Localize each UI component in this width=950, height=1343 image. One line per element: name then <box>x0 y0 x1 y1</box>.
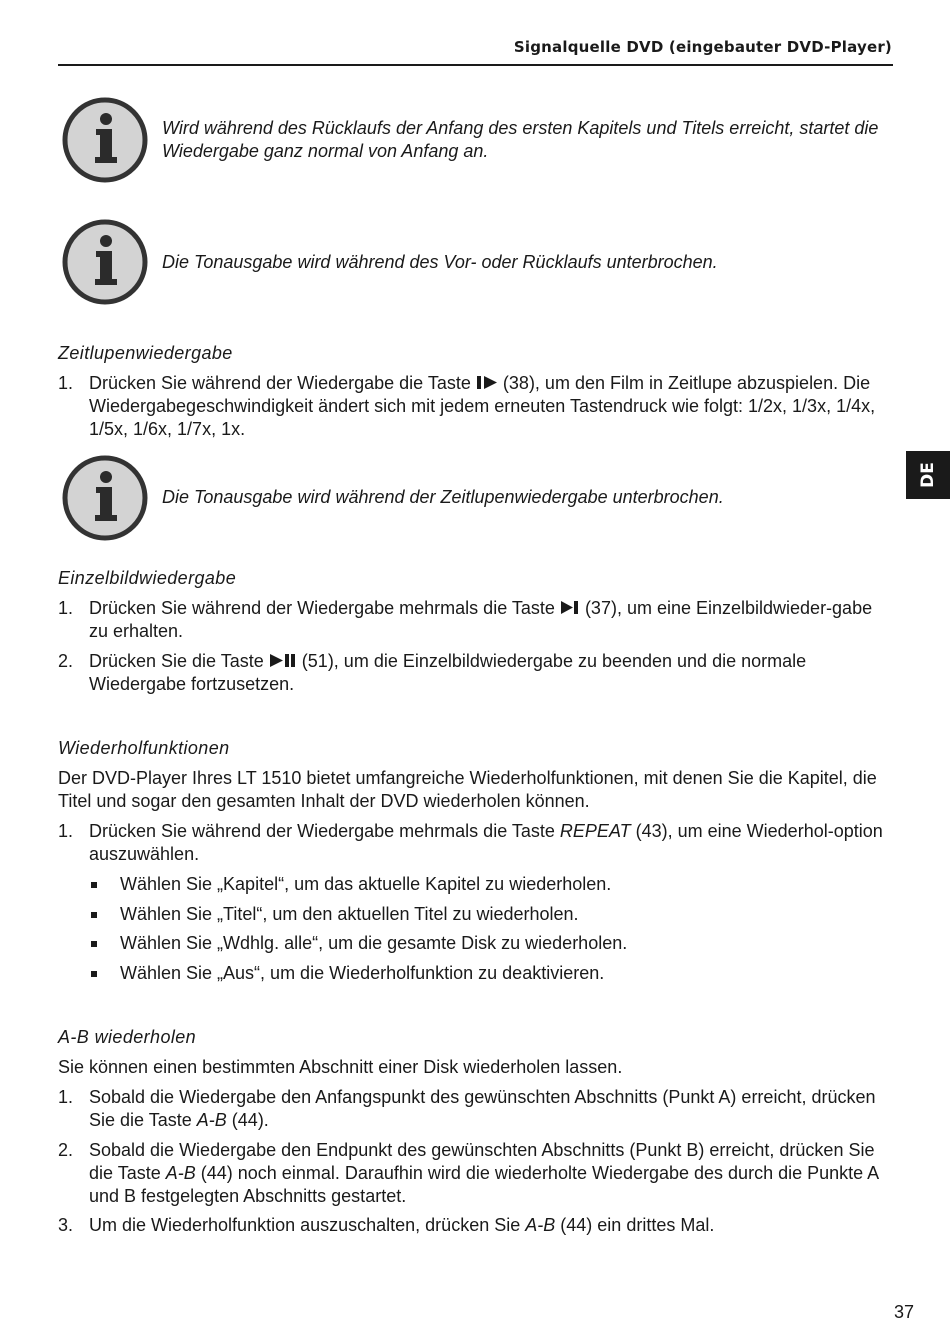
step-text: (43), um eine Wiederhol-option auszuwählen. <box>89 821 883 864</box>
step-icon <box>560 600 580 615</box>
list-item <box>58 1214 896 1237</box>
step-number: 2. <box>58 1140 74 1160</box>
bullet-marker <box>91 941 97 947</box>
slow-motion-icon <box>476 375 498 390</box>
info-icon <box>62 219 148 305</box>
list-item <box>58 820 896 866</box>
step-text: (44) noch einmal. Daraufhin wird die wiederholte Wiedergabe des durch die Punkte A und B festgelegten Abschnitts gestartet. <box>89 1163 879 1206</box>
info-icon <box>62 97 148 183</box>
step-number: 3. <box>58 1215 74 1235</box>
step-text: Drücken Sie die Taste <box>89 651 264 671</box>
section-heading-frame: Einzelbildwiedergabe <box>58 568 237 588</box>
header-title: Signalquelle DVD (eingebauter DVD-Player) <box>513 38 892 56</box>
bullet-item <box>89 932 889 955</box>
header-divider <box>58 64 893 66</box>
step-text: Drücken Sie während der Wiedergabe mehrmals die Taste <box>89 821 555 841</box>
step-text: (44) ein drittes Mal. <box>560 1215 715 1235</box>
bullet-text: Wählen Sie „Kapitel“, um das aktuelle Kapitel zu wiederholen. <box>120 874 612 894</box>
step-text: Um die Wiederholfunktion auszuschalten, drücken Sie <box>89 1215 521 1235</box>
list-item <box>58 1139 896 1208</box>
step-number: 1. <box>58 1087 74 1107</box>
key-label: A-B <box>196 1110 227 1130</box>
bullet-text: Wählen Sie „Wdhlg. alle“, um die gesamte Disk zu wiederholen. <box>120 933 628 953</box>
key-label: A-B <box>525 1215 556 1235</box>
section-heading-ab: A-B wiederholen <box>58 1027 197 1047</box>
step-text: (38), um den Film in Zeitlupe abzuspielen. Die Wiedergabegeschwindigkeit ändert sich mit jedem erneuten Tastendruck wie folgt: 1/2x, 1/3x, 1/4x, 1/5x, 1/6x, 1/7x, 1x. <box>89 373 876 439</box>
paragraph: Der DVD-Player Ihres LT 1510 bietet umfangreiche Wiederholfunktionen, mit denen Sie die Kapitel, die Titel und sogar den gesamten Inhalt der DVD wiederholen können. <box>58 768 877 811</box>
bullet-text: Wählen Sie „Aus“, um die Wiederholfunktion zu deaktivieren. <box>120 963 605 983</box>
language-tab <box>906 451 950 499</box>
play-pause-icon <box>269 653 297 668</box>
step-text: (37), um eine Einzelbildwieder-gabe zu erhalten. <box>89 598 873 641</box>
step-text: Sobald die Wiedergabe den Anfangspunkt des gewünschten Abschnitts (Punkt A) erreicht, drücken Sie die Taste <box>89 1087 876 1130</box>
list-item <box>58 597 896 643</box>
list-item <box>58 1086 896 1132</box>
step-number: 1. <box>58 821 74 841</box>
step-number: 1. <box>58 598 74 618</box>
bullet-marker <box>91 912 97 918</box>
key-label: A-B <box>165 1163 196 1183</box>
step-text: Drücken Sie während der Wiedergabe die Taste <box>89 373 471 393</box>
list-item <box>58 372 896 441</box>
info-note-text: Die Tonausgabe wird während des Vor- oder Rücklaufs unterbrochen. <box>162 252 718 272</box>
page-number: 37 <box>893 1302 914 1322</box>
step-number: 2. <box>58 651 74 671</box>
section-heading-repeat: Wiederholfunktionen <box>58 738 230 758</box>
bullet-text: Wählen Sie „Titel“, um den aktuellen Titel zu wiederholen. <box>120 904 579 924</box>
step-text: Drücken Sie während der Wiedergabe mehrmals die Taste <box>89 598 555 618</box>
list-item <box>58 650 896 696</box>
step-number: 1. <box>58 373 74 393</box>
section-heading-slowmotion: Zeitlupenwiedergabe <box>58 343 233 363</box>
step-text: Sobald die Wiedergabe den Endpunkt des gewünschten Abschnitts (Punkt B) erreicht, drücken Sie die Taste <box>89 1140 875 1183</box>
bullet-item <box>89 873 889 896</box>
bullet-marker <box>91 882 97 888</box>
key-label: REPEAT <box>559 821 631 841</box>
bullet-marker <box>91 971 97 977</box>
info-note-text: Wird während des Rücklaufs der Anfang des ersten Kapitels und Titels erreicht, startet die Wiedergabe ganz normal von Anfang an. <box>162 118 879 161</box>
step-text: (51), um die Einzelbildwiedergabe zu beenden und die normale Wiedergabe fortzusetzen. <box>89 651 807 694</box>
info-icon <box>62 455 148 541</box>
bullet-item <box>89 903 889 926</box>
paragraph: Sie können einen bestimmten Abschnitt einer Disk wiederholen lassen. <box>58 1057 623 1077</box>
bullet-item <box>89 962 889 985</box>
step-text: (44). <box>231 1110 269 1130</box>
info-note-text: Die Tonausgabe wird während der Zeitlupenwiedergabe unterbrochen. <box>162 487 724 507</box>
language-tab-label: DE <box>918 462 938 488</box>
